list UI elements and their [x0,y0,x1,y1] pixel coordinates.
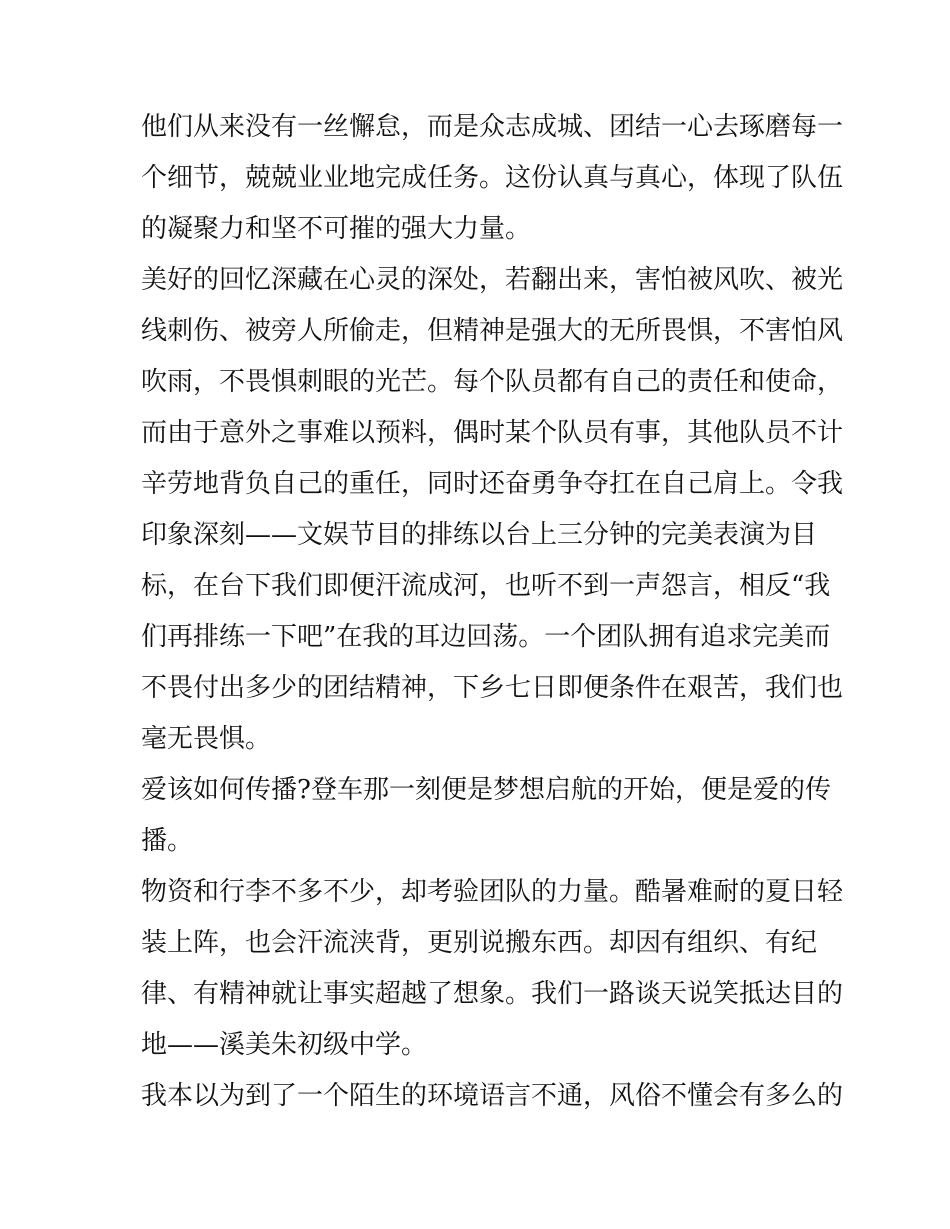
text-line-6: 吹雨，不畏惧刺眼的光芒。每个队员都有自己的责任和使命， [141,367,844,397]
text-line-10: 标，在台下我们即便汗流成河，也听不到一声怨言，相反“我 [141,571,831,601]
text-line-2: 个细节，兢兢业业地完成任务。这份认真与真心，体现了队伍 [141,163,844,193]
text-line-16: 物资和行李不多不少，却考验团队的力量。酷暑难耐的夏日轻 [141,877,844,907]
text-line-13: 毫无畏惧。 [141,724,272,754]
text-line-3: 的凝聚力和坚不可摧的强大力量。 [141,214,532,244]
text-line-15: 播。 [141,826,194,856]
text-line-4: 美好的回忆深藏在心灵的深处，若翻出来，害怕被风吹、被光 [141,265,844,295]
text-line-7: 而由于意外之事难以预料，偶时某个队员有事，其他队员不计 [141,418,844,448]
text-line-18: 律、有精神就让事实超越了想象。我们一路谈天说笑抵达目的 [141,979,844,1009]
text-line-5: 线刺伤、被旁人所偷走，但精神是强大的无所畏惧，不害怕风 [141,316,844,346]
text-line-9: 印象深刻——文娱节目的排练以台上三分钟的完美表演为目 [141,520,818,550]
text-line-11: 们再排练一下吧”在我的耳边回荡。一个团队拥有追求完美而 [141,622,831,652]
text-line-8: 辛劳地背负自己的重任，同时还奋勇争夺扛在自己肩上。令我 [141,469,844,499]
text-line-14: 爱该如何传播?登车那一刻便是梦想启航的开始，便是爱的传 [141,775,831,805]
text-line-20: 我本以为到了一个陌生的环境语言不通，风俗不懂会有多么的 [141,1081,844,1111]
text-line-1: 他们从来没有一丝懈怠，而是众志成城、团结一心去琢磨每一 [141,112,844,142]
body-text [141,102,844,1122]
text-line-19: 地——溪美朱初级中学。 [141,1030,428,1060]
text-line-12: 不畏付出多少的团结精神，下乡七日即便条件在艰苦，我们也 [141,673,844,703]
text-line-17: 装上阵，也会汗流浃背，更别说搬东西。却因有组织、有纪 [141,928,818,958]
